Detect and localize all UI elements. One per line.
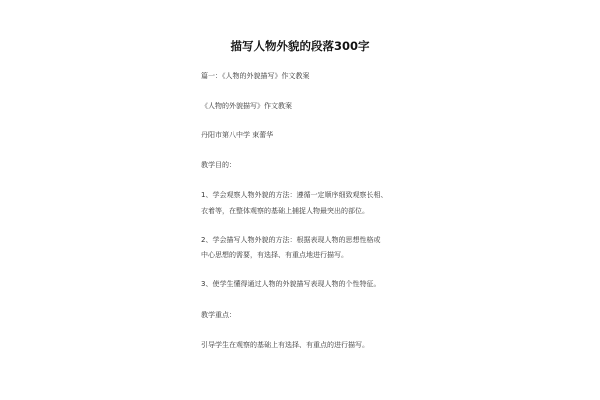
goal-2-line-1: 2、学会描写人物外貌的方法：根据表现人物的思想性格或 (201, 236, 381, 244)
teaching-focus-heading: 教学重点： (201, 311, 236, 319)
teaching-focus-text: 引导学生在观察的基础上有选择、有重点的进行描写。 (201, 341, 369, 349)
goal-2-line-2: 中心思想的需要，有选择、有重点地进行描写。 (201, 251, 348, 259)
teaching-goals-heading: 教学目的： (201, 161, 236, 169)
section-heading: 篇一：《人物的外貌描写》作文教案 (201, 72, 310, 80)
author-line: 丹阳市第八中学 束蕾华 (201, 131, 274, 139)
goal-3-line: 3、使学生懂得通过人物的外貌描写表现人物的个性特征。 (201, 280, 381, 288)
document-title: 描写人物外貌的段落300字 (230, 39, 370, 53)
lesson-title-line: 《人物的外貌描写》作文教案 (201, 102, 292, 110)
goal-1-line-2: 衣着等，在整体观察的基础上捕捉人物最突出的部位。 (201, 207, 369, 215)
goal-1-line-1: 1、学会观察人物外貌的方法：遵循一定顺序细致观察长相、 (201, 191, 388, 199)
